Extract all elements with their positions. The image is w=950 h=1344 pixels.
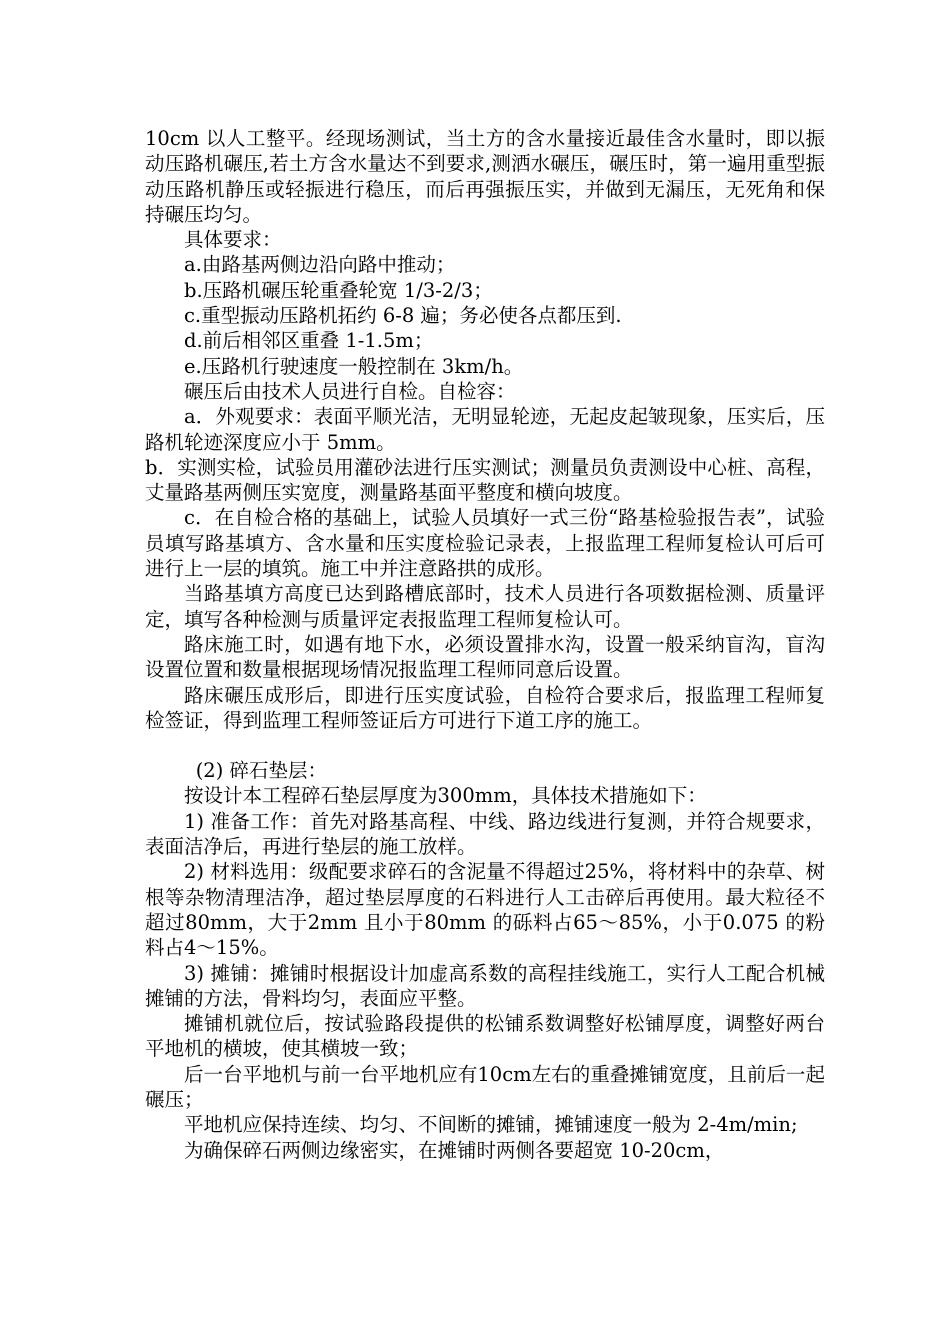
paragraph-self-inspection: 碾压后由技术人员进行自检。自检容：: [184, 379, 516, 403]
paragraph-paving-speed: 平地机应保持连续、均匀、不间断的摊铺，摊铺速度一般为 2-4m/min;: [184, 1113, 798, 1137]
paragraph-material-selection: 2) 材料选用：级配要求碎石的含泥量不得超过25%，将材料中的杂草、树根等杂物清理洁净，超过垫层厚度的石料进行人工击碎后再使用。最大粒径不超过80mm，大于2mm 且小于80mm 的砾料占65～85%，小于0.075 的粉料占4～15%。: [145, 860, 825, 960]
list-item-e: e.压路机行驶速度一般控制在 3km/h。: [184, 354, 524, 378]
paragraph-grader-overlap: 后一台平地机与前一台平地机应有10cm左右的重叠摊铺宽度，且前后一起碾压；: [145, 1062, 825, 1111]
paragraph-edge-compaction: 为确保碎石两侧边缘密实，在摊铺时两侧各要超宽 10-20cm，: [184, 1138, 725, 1162]
paragraph-appearance-requirement: a．外观要求：表面平顺光洁，无明显轮迹，无起皮起皱现象，压实后，压路机轮迹深度应小于 5mm。: [145, 405, 825, 454]
paragraph-compaction-method: 10cm 以人工整平。经现场测试，当土方的含水量接近最佳含水量时，即以振动压路机碾压,若土方含水量达不到要求,测洒水碾压，碾压时，第一遍用重型振动压路机静压或轻振进行稳压，而后再强振压实，并做到无漏压，无死角和保持碾压均匀。: [145, 127, 825, 226]
list-item-a: a.由路基两侧边沿向路中推动；: [184, 253, 456, 277]
paragraph-quality-evaluation: 当路基填方高度已达到路槽底部时，技术人员进行各项数据检测、质量评定，填写各种检测与质量评定表报监理工程师复检认可。: [145, 582, 825, 631]
paragraph-drainage: 路床施工时，如遇有地下水，必须设置排水沟，设置一般采纳盲沟，盲沟设置位置和数量根据现场情况报监理工程师同意后设置。: [145, 632, 825, 682]
paragraph-subgrade-signoff: 路床碾压成形后，即进行压实度试验，自检符合要求后，报监理工程师复检签证，得到监理工程师签证后方可进行下道工序的施工。: [145, 683, 825, 732]
document-page: [145, 126, 825, 1163]
paragraph-field-testing: b．实测实检，试验员用灌砂法进行压实测试；测量员负责测设中心桩、高程，丈量路基两侧压实宽度，测量路基面平整度和横向坡度。: [145, 455, 825, 505]
list-item-c: c.重型振动压路机拓约 6-8 遍；务必使各点都压到.: [184, 304, 622, 328]
paragraph-cushion-thickness: 按设计本工程碎石垫层厚度为300mm，具体技术措施如下：: [184, 784, 707, 808]
list-item-b: b.压路机碾压轮重叠轮宽 1/3-2/3；: [184, 278, 493, 302]
paragraph-paver-setup: 摊铺机就位后，按试验路段提供的松铺系数调整好松铺厚度，调整好两台平地机的横坡，使其横坡一致；: [145, 1012, 825, 1061]
paragraph-preparation: 1) 准备工作：首先对路基高程、中线、路边线进行复测，并符合规要求，表面洁净后，再进行垫层的施工放样。: [145, 809, 825, 859]
paragraph-spreading: 3) 摊铺：摊铺时根据设计加虚高系数的高程挂线施工，实行人工配合机械摊铺的方法，骨料均匀，表面应平整。: [145, 961, 825, 1010]
section-heading-gravel-cushion: (2) 碎石垫层：: [195, 759, 328, 783]
paragraph-inspection-report: c．在自检合格的基础上，试验人员填好一式三份“路基检验报告表”，试验员填写路基填方、含水量和压实度检验记录表，上报监理工程师复检认可后可进行上一层的填筑。施工中并注意路拱的成形。: [145, 506, 825, 581]
section-spacer: [145, 733, 825, 758]
list-item-d: d.前后相邻区重叠 1-1.5m；: [184, 329, 434, 353]
paragraph-requirements-heading: 具体要求：: [184, 228, 282, 252]
